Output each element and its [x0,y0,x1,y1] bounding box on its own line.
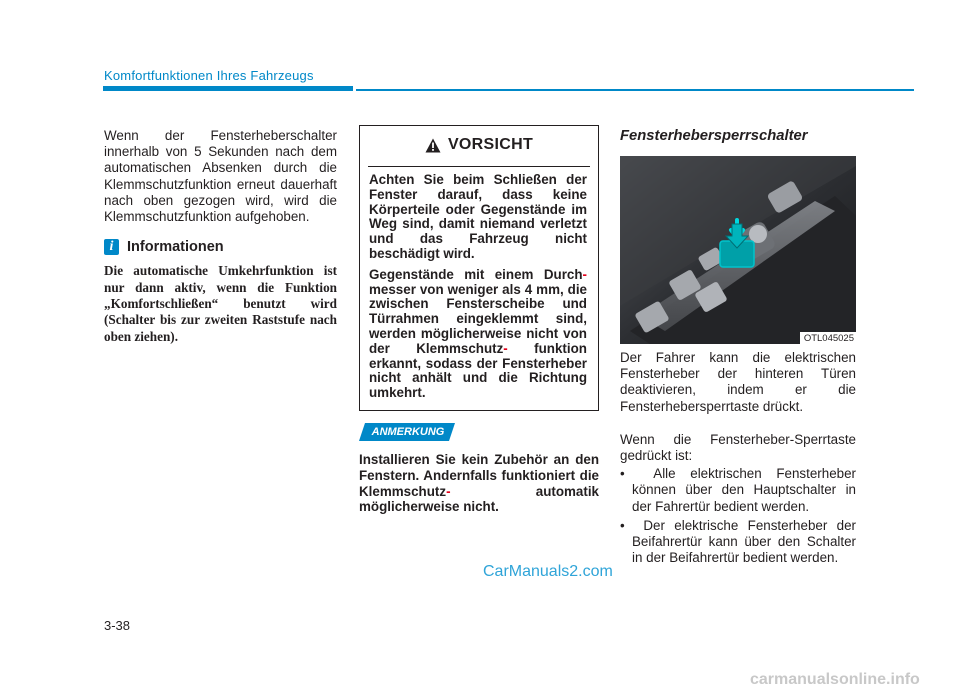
header-rule [356,89,914,91]
column-left [104,128,337,345]
warning-triangle-icon [425,138,441,153]
caution-text-1: Achten Sie beim Schließen der Fenster darauf, dass keine Körperteile oder Gegenstände im Weg sind, damit niemand verletzt und das Fahrzeug nicht beschädigt wird. [369,172,587,261]
header-accent-bar [103,86,353,91]
info-text: Die automatische Umkehrfunktion ist nur dann aktiv, wenn die Funktion „Komfortschließen“ benutzt wird (Schalter bis zur zweiten Raststufe nach oben ziehen). [104,263,337,344]
caution-body [369,173,587,401]
bullet-item: • Alle elektrischen Fensterheber können über den Hauptschalter in der Fahrertür bedient werden. [620,466,856,514]
info-heading [104,239,337,255]
column-right [620,128,856,566]
bullet-item: • Der elektrische Fensterheber der Beifahrertür kann über den Schalter in der Beifahrertür bedient werden. [620,517,856,566]
caution-divider [368,166,590,167]
note-text: Installieren Sie kein Zubehör an den Fenstern. Andernfalls funktioniert die Klemmschutz- automatik möglicherweise nicht. [359,452,599,515]
watermark-link[interactable]: CarManuals2.com [483,563,613,580]
lock-description: Der Fahrer kann die elektrischen Fensterheber der hinteren Türen deaktivieren, indem er die Fensterhebersperrtaste drückt. [620,350,856,414]
door-panel-illustration [620,156,856,344]
note-badge [359,423,455,441]
note-badge-label: ANMERKUNG [371,426,445,438]
body-paragraph: Wenn der Fensterheberschalter innerhalb von 5 Sekunden nach dem automatischen Absenken durch die Klemmschutzfunktion erneut dauerhaft nach oben gezogen wird, wird die Klemmschutzfunktion aufgehoben. [104,128,337,225]
page-number: 3-38 [104,618,131,633]
info-icon: i [104,239,119,255]
caution-title: VORSICHT [447,136,534,153]
right-body [620,350,856,566]
lock-condition: Wenn die Fensterheber-Sperrtaste gedrückt ist: [620,431,856,464]
window-lock-switch-photo [620,156,856,344]
photo-label: OTL045025 [800,332,856,344]
caution-header [360,136,598,154]
caution-box [359,125,599,411]
caution-text-2: Gegenstände mit einem Durch- messer von weniger als 4 mm, die zwischen Fensterscheibe und Türrahmen eingeklemmt sind, werden möglicherweise nicht von der Klemmschutz- funktion erkannt, sodass der Fensterheber nicht anhält und die Richtung umkehrt. [369,266,587,401]
footer-watermark[interactable]: carmanualsonline.info [750,671,920,688]
section-header-title: Komfortfunktionen Ihres Fahrzeugs [104,68,314,83]
section-title: Fensterhebersperrschalter [620,128,808,144]
column-middle [359,125,599,515]
info-title: Informationen [127,239,224,256]
